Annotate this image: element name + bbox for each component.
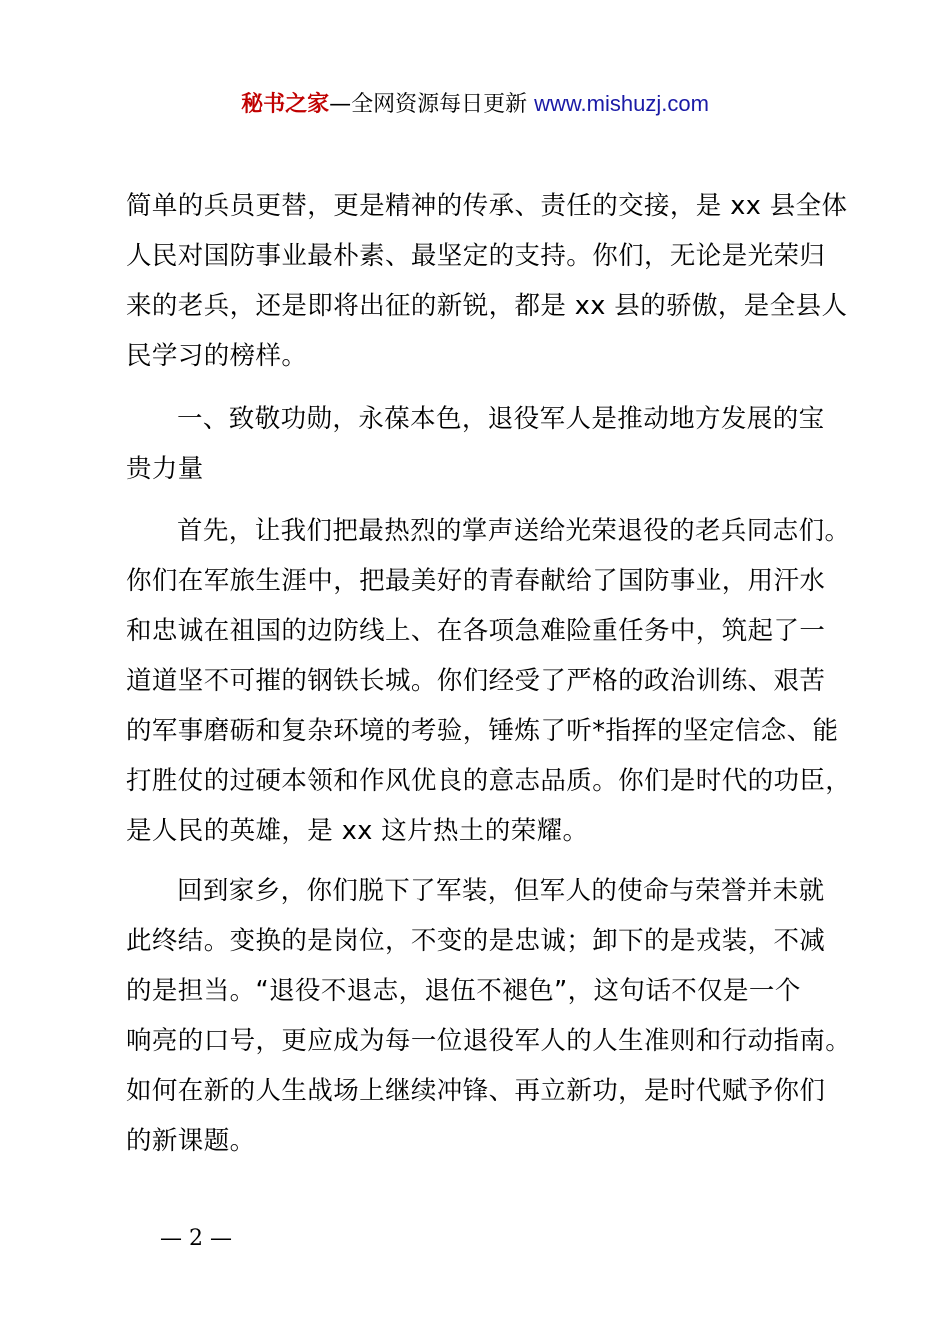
text-line: 简单的兵员更替，更是精神的传承、责任的交接，是 xx 县全体 xyxy=(126,191,848,221)
text-line: 人民对国防事业最朴素、最坚定的支持。你们，无论是光荣归 xyxy=(126,241,826,271)
text-line: 首先，让我们把最热烈的掌声送给光荣退役的老兵同志们。 xyxy=(177,516,851,546)
text-line: 道道坚不可摧的钢铁长城。你们经受了严格的政治训练、艰苦 xyxy=(126,666,826,696)
text-line: 来的老兵，还是即将出征的新锐，都是 xx 县的骄傲，是全县人 xyxy=(126,291,848,321)
text-line: 的军事磨砺和复杂环境的考验，锤炼了听*指挥的坚定信念、能 xyxy=(126,716,839,746)
text-line: 贵力量 xyxy=(126,454,204,484)
text-line: 民学习的榜样。 xyxy=(126,341,308,371)
text-line: 打胜仗的过硬本领和作风优良的意志品质。你们是时代的功臣， xyxy=(126,766,852,796)
body-paragraph xyxy=(126,866,852,1166)
body-paragraph xyxy=(126,506,852,856)
text-line: 响亮的口号，更应成为每一位退役军人的人生准则和行动指南。 xyxy=(126,1026,852,1056)
header-tagline: —全网资源每日更新 xyxy=(329,92,535,117)
text-line: 和忠诚在祖国的边防线上、在各项急难险重任务中，筑起了一 xyxy=(126,616,826,646)
text-line: 如何在新的人生战场上继续冲锋、再立新功，是时代赋予你们 xyxy=(126,1076,826,1106)
text-line: 的新课题。 xyxy=(126,1126,256,1156)
text-line: 的是担当。“退役不退志，退伍不褪色”，这句话不仅是一个 xyxy=(126,976,801,1006)
site-header xyxy=(0,84,950,125)
text-line: 一、致敬功勋，永葆本色，退役军人是推动地方发展的宝 xyxy=(177,404,825,434)
text-line: 回到家乡，你们脱下了军装，但军人的使命与荣誉并未就 xyxy=(177,876,825,906)
page-number: — 2 — xyxy=(160,1226,232,1251)
site-url-link[interactable]: www.mishuzj.com xyxy=(534,91,709,116)
section-heading xyxy=(126,394,838,494)
brand-name: 秘书之家 xyxy=(241,92,330,117)
text-line: 是人民的英雄，是 xx 这片热土的荣耀。 xyxy=(126,816,589,846)
text-line: 你们在军旅生涯中，把最美好的青春献给了国防事业，用汗水 xyxy=(126,566,826,596)
text-line: 此终结。变换的是岗位，不变的是忠诚；卸下的是戎装，不减 xyxy=(126,926,826,956)
body-paragraph xyxy=(126,181,848,381)
